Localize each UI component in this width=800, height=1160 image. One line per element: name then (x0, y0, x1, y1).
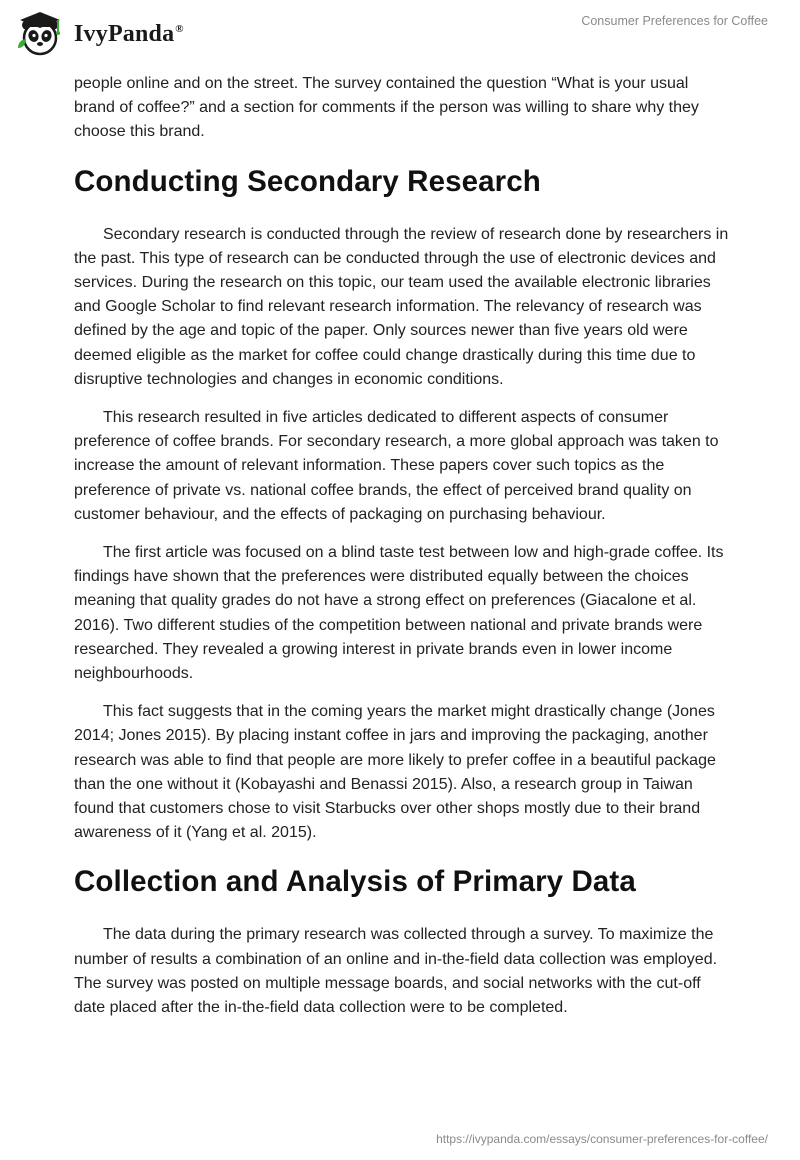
brand-name: IvyPanda® (74, 20, 184, 47)
page-header (0, 0, 800, 70)
document-title: Consumer Preferences for Coffee (581, 14, 768, 28)
section-heading-primary-data: Collection and Analysis of Primary Data (74, 865, 636, 899)
paragraph: This research resulted in five articles dedicated to different aspects of consumer preference of coffee brands. For secondary research, a more global approach was taken to increase the amount of relevant information. These papers cover such topics as the preference of private vs. national coffee brands, the effect of perceived brand quality on customer behaviour, and the effects of packaging on purchasing behaviour. (74, 409, 719, 523)
section-heading-secondary-research: Conducting Secondary Research (74, 164, 541, 198)
paragraph: Secondary research is conducted through the review of research done by researchers in the past. This type of research can be conducted through the use of electronic devices and services. During the research on this topic, our team used the available electronic libraries and Google Scholar to find relevant research information. The relevancy of research was defined by the age and topic of the paper. Only sources newer than five years old were deemed eligible as the market for coffee could change drastically during this time due to disruptive technologies and changes in economic conditions. (74, 225, 729, 388)
ivypanda-logo[interactable] (14, 8, 184, 60)
registered-mark: ® (175, 22, 184, 35)
source-url-link[interactable]: https://ivypanda.com/essays/consumer-preferences-for-coffee/ (436, 1132, 768, 1146)
paragraph: This fact suggests that in the coming years the market might drastically change (Jones 2014; Jones 2015). By placing instant coffee in jars and improving the packaging, another research was able to find that people are more likely to prefer coffee in a beautiful package than the one without it (Kobayashi and Benassi 2015). Also, a research group in Taiwan found that customers chose to visit Starbucks over other shops mostly due to their brand awareness of it (Yang et al. 2015). (74, 703, 716, 842)
paragraph: The data during the primary research was collected through a survey. To maximize the number of results a combination of an online and in-the-field data collection was employed. The survey was posted on multiple message boards, and social networks with the cut-off date placed after the in-the-field data collection were to be completed. (74, 926, 718, 1017)
panda-graduate-icon (14, 8, 66, 60)
paragraph: The first article was focused on a blind taste test between low and high-grade coffee. Its findings have shown that the preferences were distributed equally between the choices meaning that quality grades do not have a strong effect on preferences (Giacalone et al. 2016). Two different studies of the competition between national and private brands were researched. They revealed a growing interest in private brands even in lower income neighbourhoods. (74, 544, 724, 683)
essay-content (74, 72, 730, 1034)
intro-paragraph: people online and on the street. The survey contained the question “What is your usual brand of coffee?” and a section for comments if the person was willing to share why they choose this brand. (74, 75, 699, 141)
